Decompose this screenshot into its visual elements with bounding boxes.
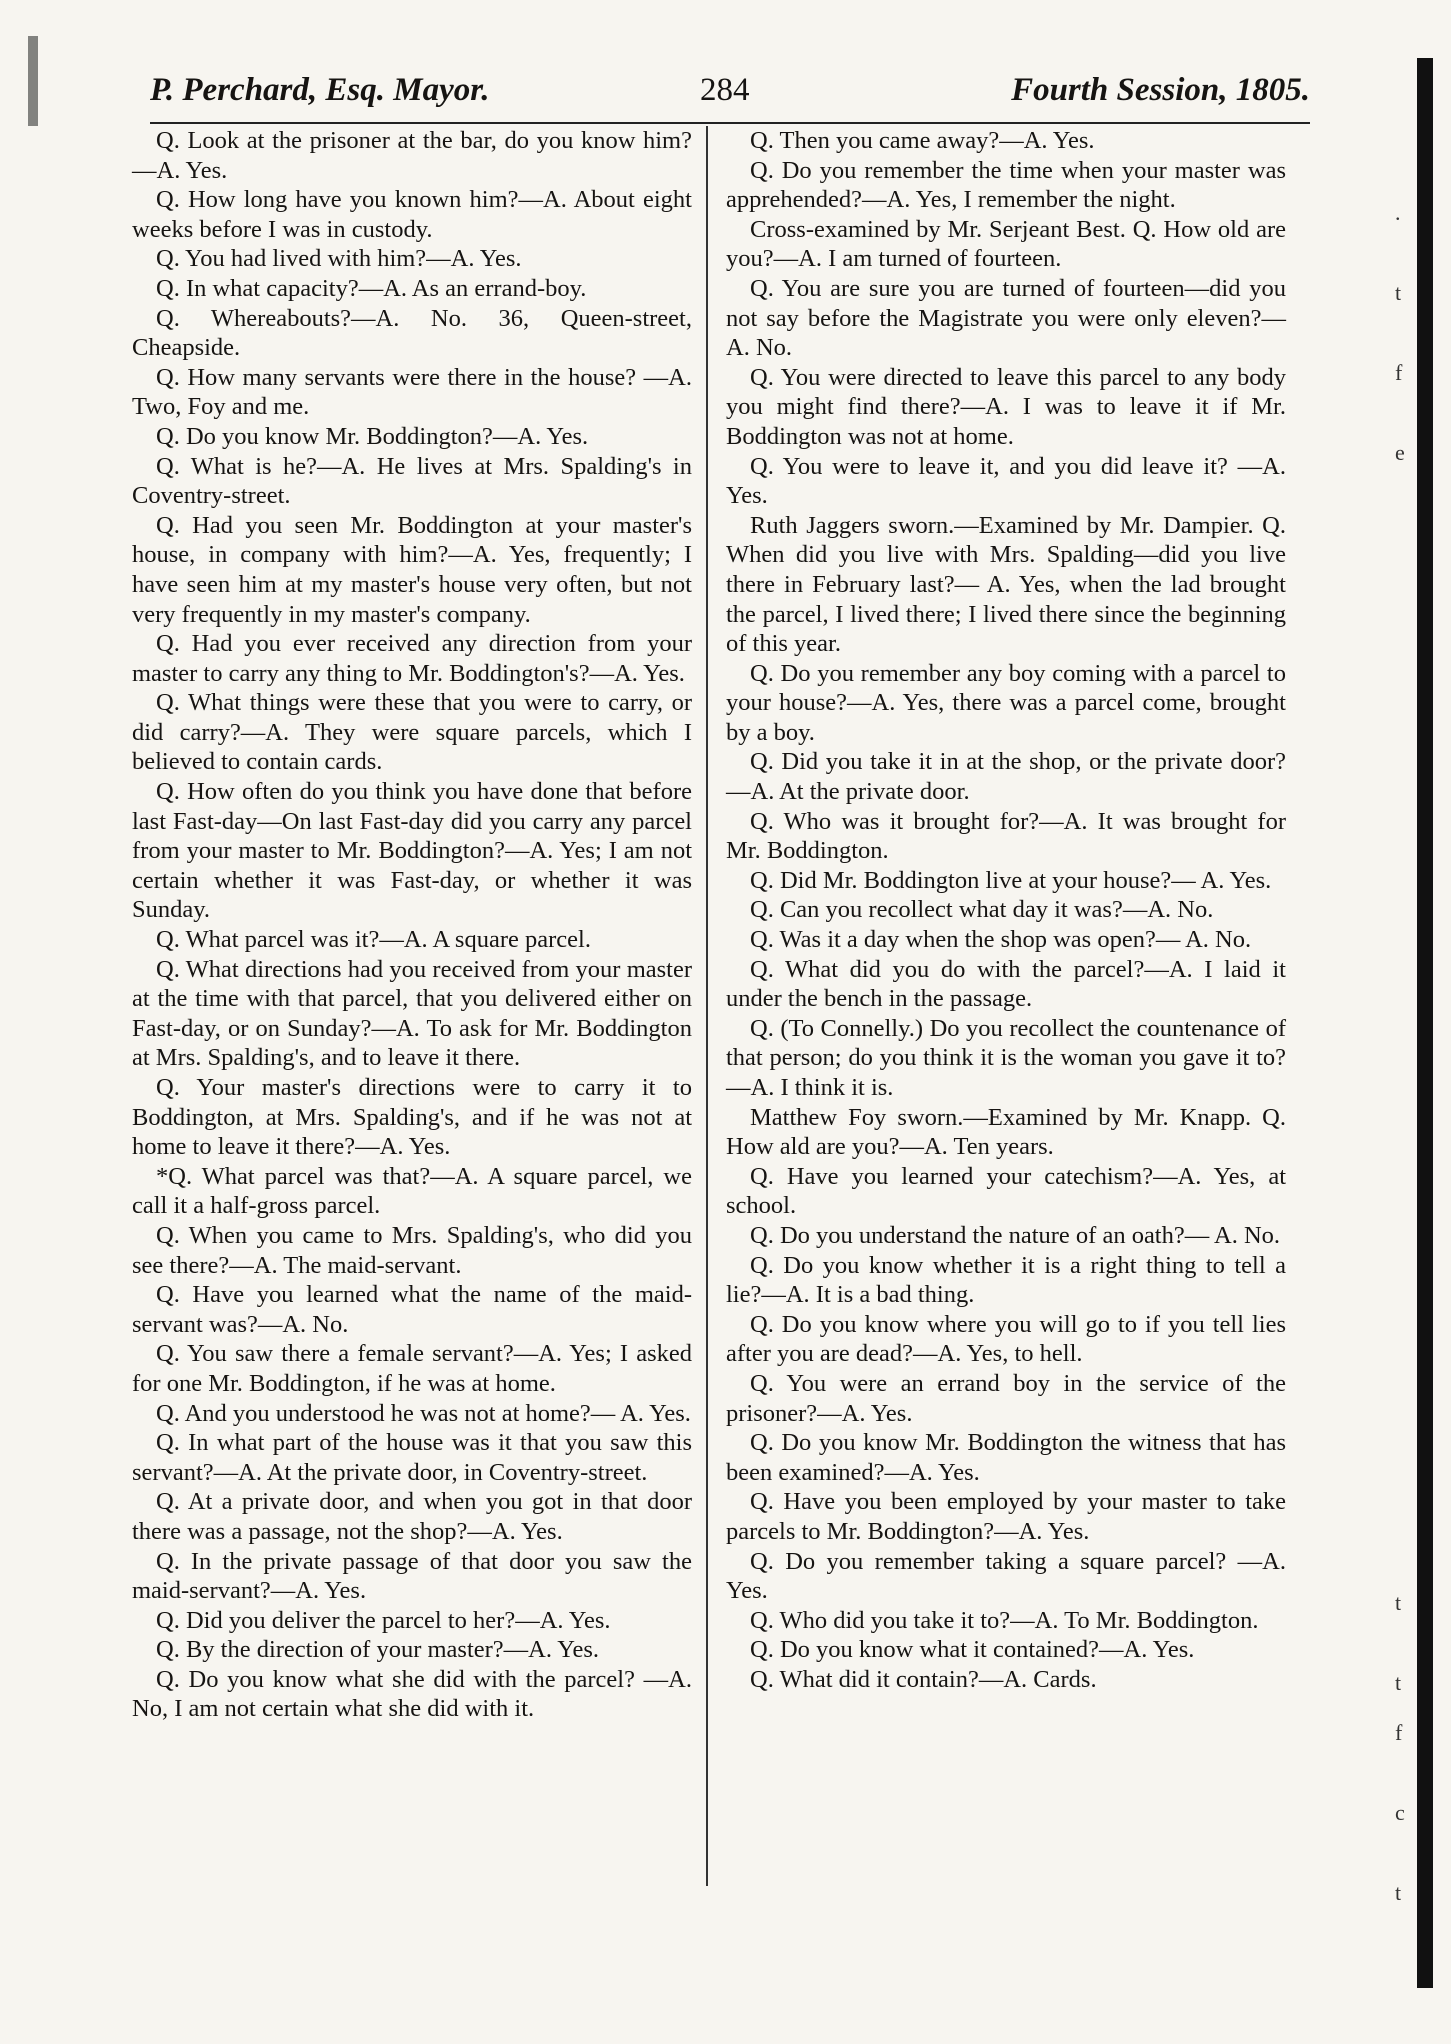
column-divider — [706, 126, 708, 1886]
left-column-paragraph: Q. By the direction of your master?—A. Yes. — [156, 1636, 599, 1664]
right-column-paragraph: Q. Do you remember any boy coming with a parcel to your house?—A. Yes, there was a parcel come, brought by a boy. — [726, 659, 1286, 746]
left-column — [132, 126, 692, 1724]
left-column-paragraph: Q. How many servants were there in the house? —A. Two, Foy and me. — [132, 363, 692, 421]
margin-mark: e — [1395, 440, 1405, 465]
right-column-paragraph: Q. Did Mr. Boddington live at your house?— A. Yes. — [750, 866, 1272, 894]
right-column-paragraph: Q. Have you been employed by your master to take parcels to Mr. Boddington?—A. Yes. — [726, 1488, 1286, 1545]
page-edge — [1417, 58, 1433, 1988]
right-column-paragraph: Q. You are sure you are turned of fourteen—did you not say before the Magistrate you were only eleven?—A. No. — [726, 274, 1286, 362]
header-right: Fourth Session, 1805. — [1011, 72, 1310, 108]
right-column-paragraph: Q. Do you know where you will go to if you tell lies after you are dead?—A. Yes, to hell. — [726, 1310, 1286, 1368]
right-column-paragraph: Q. Do you know whether it is a right thing to tell a lie?—A. It is a bad thing. — [726, 1251, 1286, 1309]
left-column-paragraph: Q. How often do you think you have done that before last Fast-day—On last Fast-day did you carry any parcel from your master to Mr. Boddington?—A. Yes; I am not certain whether it was Fast-day, or whether it was Sunday. — [132, 778, 692, 924]
left-column-paragraph: Q. You had lived with him?—A. Yes. — [156, 245, 522, 273]
right-column-paragraph: Q. Can you recollect what day it was?—A. No. — [750, 896, 1214, 924]
left-column-paragraph: Q. Had you ever received any direction from your master to carry any thing to Mr. Boddington's?—A. Yes. — [132, 630, 692, 687]
right-column-paragraph: Q. What did it contain?—A. Cards. — [750, 1665, 1097, 1693]
right-column-paragraph: Cross-examined by Mr. Serjeant Best. Q. How old are you?—A. I am turned of fourteen. — [726, 215, 1286, 273]
margin-mark: t — [1395, 280, 1402, 305]
margin-mark: c — [1395, 1800, 1405, 1825]
page-header — [150, 70, 1310, 124]
right-column-paragraph: Matthew Foy sworn.—Examined by Mr. Knapp. Q. How ald are you?—A. Ten years. — [726, 1103, 1286, 1161]
left-column-paragraph: Q. In the private passage of that door you saw the maid-servant?—A. Yes. — [132, 1547, 692, 1605]
page-number: 284 — [700, 72, 750, 108]
left-column-paragraph: Q. Do you know what she did with the parcel? —A. No, I am not certain what she did with it. — [132, 1665, 692, 1723]
right-column-paragraph: Q. Who did you take it to?—A. To Mr. Boddington. — [750, 1606, 1259, 1634]
margin-mark: . — [1395, 200, 1401, 225]
right-column-paragraph: Q. Who was it brought for?—A. It was brought for Mr. Boddington. — [726, 807, 1286, 865]
right-column-paragraph: Q. You were directed to leave this parcel to any body you might find there?—A. I was to leave it if Mr. Boddington was not at home. — [726, 363, 1286, 450]
right-column-paragraph: Q. Was it a day when the shop was open?— A. No. — [750, 926, 1252, 954]
right-column-paragraph: Ruth Jaggers sworn.—Examined by Mr. Dampier. Q. When did you live with Mrs. Spalding—did you live there in February last?— A. Yes, when the lad brought the parcel, I lived there; I lived there since the beginning of this year. — [726, 511, 1286, 658]
margin-mark: t — [1395, 1590, 1402, 1615]
right-column-paragraph: Q. What did you do with the parcel?—A. I laid it under the bench in the passage. — [726, 955, 1286, 1013]
right-column-paragraph: Q. You were an errand boy in the service of the prisoner?—A. Yes. — [726, 1369, 1286, 1427]
right-column-paragraph: Q. Do you know Mr. Boddington the witness that has been examined?—A. Yes. — [726, 1429, 1286, 1486]
left-column-paragraph: Q. Had you seen Mr. Boddington at your master's house, in company with him?—A. Yes, frequently; I have seen him at my master's house very often, but not very frequently in my master's company. — [132, 511, 692, 628]
right-column-paragraph: Q. Did you take it in at the shop, or the private door?—A. At the private door. — [726, 748, 1286, 806]
left-column-paragraph: Q. Whereabouts?—A. No. 36, Queen-street, Cheapside. — [132, 304, 692, 362]
left-column-paragraph: Q. And you understood he was not at home?— A. Yes. — [156, 1399, 691, 1427]
header-left: P. Perchard, Esq. Mayor. — [150, 72, 490, 108]
left-column-paragraph: Q. What is he?—A. He lives at Mrs. Spalding's in Coventry-street. — [132, 452, 692, 510]
margin-marks — [1395, 160, 1415, 1960]
left-column-paragraph: Q. At a private door, and when you got in that door there was a passage, not the shop?—A. Yes. — [132, 1488, 692, 1545]
left-column-paragraph: Q. In what capacity?—A. As an errand-boy. — [156, 274, 587, 302]
binding-shadow — [28, 36, 38, 126]
left-column-paragraph: Q. Have you learned what the name of the maid-servant was?—A. No. — [132, 1281, 692, 1338]
margin-mark: t — [1395, 1670, 1402, 1695]
left-column-paragraph: Q. What parcel was it?—A. A square parcel. — [156, 926, 591, 954]
left-column-paragraph: Q. What things were these that you were to carry, or did carry?—A. They were square parcels, which I believed to contain cards. — [132, 689, 692, 776]
left-column-paragraph: Q. Did you deliver the parcel to her?—A. Yes. — [156, 1606, 611, 1634]
left-column-paragraph: Q. Do you know Mr. Boddington?—A. Yes. — [156, 422, 589, 450]
right-column-paragraph: Q. (To Connelly.) Do you recollect the countenance of that person; do you think it is the woman you gave it to?—A. I think it is. — [726, 1014, 1286, 1101]
left-column-paragraph: Q. You saw there a female servant?—A. Yes; I asked for one Mr. Boddington, if he was at home. — [132, 1340, 692, 1397]
left-column-paragraph: Q. How long have you known him?—A. About eight weeks before I was in custody. — [132, 186, 692, 243]
right-column-paragraph: Q. Have you learned your catechism?—A. Yes, at school. — [726, 1162, 1286, 1220]
right-column — [726, 126, 1286, 1694]
left-column-paragraph: Q. Look at the prisoner at the bar, do you know him?—A. Yes. — [132, 127, 692, 184]
right-column-paragraph: Q. Do you understand the nature of an oath?— A. No. — [750, 1221, 1281, 1249]
left-column-paragraph: Q. What directions had you received from your master at the time with that parcel, that you delivered either on Fast-day, or on Sunday?—A. To ask for Mr. Boddington at Mrs. Spalding's, and to leave it there. — [132, 955, 692, 1072]
left-column-paragraph: Q. When you came to Mrs. Spalding's, who did you see there?—A. The maid-servant. — [132, 1221, 692, 1279]
margin-mark: t — [1395, 1880, 1402, 1905]
right-column-paragraph: Q. Do you remember taking a square parcel? —A. Yes. — [726, 1547, 1286, 1605]
right-column-paragraph: Q. Then you came away?—A. Yes. — [750, 127, 1095, 154]
left-column-paragraph: *Q. What parcel was that?—A. A square parcel, we call it a half-gross parcel. — [132, 1162, 692, 1220]
right-column-paragraph: Q. You were to leave it, and you did leave it? —A. Yes. — [726, 452, 1286, 510]
left-column-paragraph: Q. Your master's directions were to carry it to Boddington, at Mrs. Spalding's, and if he was not at home to leave it there?—A. Yes. — [132, 1074, 692, 1161]
margin-mark: f — [1395, 360, 1403, 385]
left-column-paragraph: Q. In what part of the house was it that you saw this servant?—A. At the private door, in Coventry-street. — [132, 1429, 692, 1486]
margin-mark: f — [1395, 1720, 1403, 1745]
right-column-paragraph: Q. Do you remember the time when your master was apprehended?—A. Yes, I remember the night. — [726, 156, 1286, 214]
right-column-paragraph: Q. Do you know what it contained?—A. Yes. — [750, 1636, 1195, 1664]
